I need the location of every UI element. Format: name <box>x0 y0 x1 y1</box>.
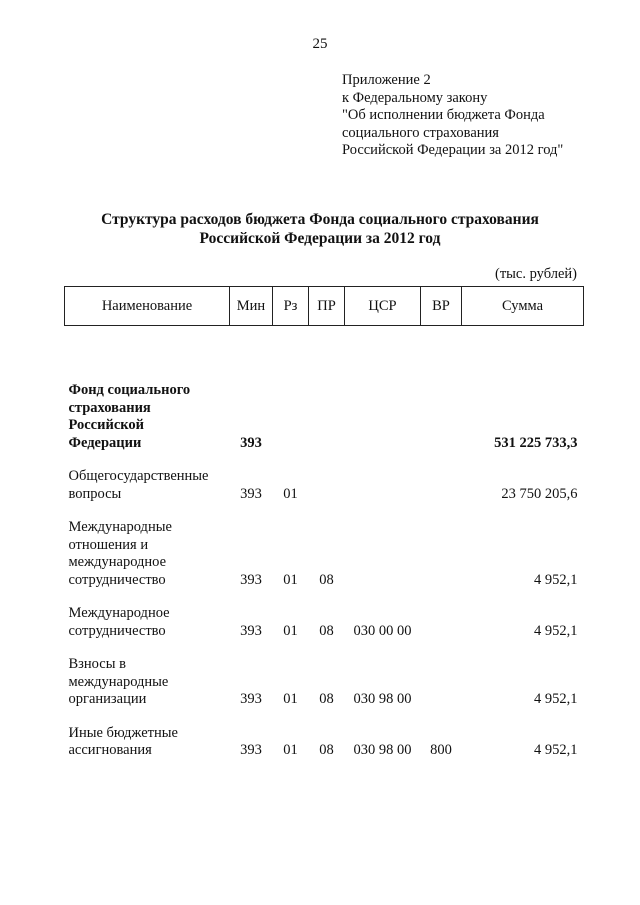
row-min: 393 <box>240 485 262 502</box>
row-rz: 01 <box>283 622 298 639</box>
page-number: 25 <box>312 36 328 52</box>
table-header-row <box>65 287 584 326</box>
row-pr <box>309 326 345 453</box>
row-vr: 800 <box>430 742 452 758</box>
header-vr: ВР <box>421 287 462 326</box>
appendix-line: Приложение 2 <box>342 72 431 88</box>
title-line: Российской Федерации за 2012 год <box>199 230 441 247</box>
row-name <box>65 452 230 503</box>
title-line: Структура расходов бюджета Фонда социального страхования <box>101 211 539 228</box>
row-min: 393 <box>240 622 262 639</box>
row-name <box>65 503 230 589</box>
row-name-line: организации <box>68 691 147 707</box>
row-rz: 01 <box>283 571 298 588</box>
row-name-line: Международное <box>68 605 170 621</box>
budget-table <box>64 286 584 760</box>
row-sum: 4 952,1 <box>534 691 578 707</box>
row-name-line: сотрудничество <box>68 571 166 588</box>
appendix-line: "Об исполнении бюджета Фонда <box>342 107 545 123</box>
row-csr <box>345 503 421 589</box>
row-vr <box>421 503 462 589</box>
row-rz: 01 <box>283 742 298 758</box>
row-sum: 4 952,1 <box>534 622 578 639</box>
document-title <box>0 210 640 248</box>
table-row <box>65 326 584 453</box>
row-csr <box>345 452 421 503</box>
row-name-line: вопросы <box>68 485 122 502</box>
header-csr: ЦСР <box>345 287 421 326</box>
row-name-line: страхования <box>68 399 151 416</box>
row-rz: 01 <box>283 485 298 502</box>
row-sum: 4 952,1 <box>534 571 578 588</box>
appendix-line: Российской Федерации за 2012 год" <box>342 142 564 158</box>
row-min: 393 <box>240 434 262 451</box>
row-name-line: Фонд социального <box>68 382 191 398</box>
row-pr: 08 <box>319 571 334 588</box>
row-vr <box>421 452 462 503</box>
row-name-line: Международные <box>68 519 172 535</box>
header-min: Мин <box>230 287 273 326</box>
units-label: (тыс. рублей) <box>495 266 577 282</box>
row-name-line: Взносы в <box>68 656 126 672</box>
row-min: 393 <box>240 691 262 707</box>
appendix-note <box>342 72 563 160</box>
row-min: 393 <box>240 742 262 758</box>
row-csr: 030 98 00 <box>353 742 412 758</box>
row-vr <box>421 326 462 453</box>
row-vr <box>421 640 462 709</box>
row-name <box>65 589 230 640</box>
header-pr: ПР <box>309 287 345 326</box>
row-name <box>65 709 230 760</box>
row-rz: 01 <box>283 691 298 707</box>
row-min: 393 <box>240 571 262 588</box>
header-rz: Рз <box>273 287 309 326</box>
row-name-line: Федерации <box>68 434 142 451</box>
table-row <box>65 503 584 589</box>
appendix-line: социального страхования <box>342 124 499 141</box>
row-name-line: сотрудничество <box>68 622 166 639</box>
appendix-line: к Федеральному закону <box>342 89 488 106</box>
row-csr: 030 00 00 <box>353 622 412 639</box>
row-sum: 23 750 205,6 <box>501 485 578 502</box>
row-name-line: международное <box>68 554 167 570</box>
row-rz <box>273 326 309 453</box>
row-sum: 4 952,1 <box>534 742 578 758</box>
row-vr <box>421 589 462 640</box>
row-pr: 08 <box>319 742 334 758</box>
row-pr: 08 <box>319 622 334 639</box>
table-row <box>65 709 584 760</box>
table-row <box>65 589 584 640</box>
row-name-line: международные <box>68 673 169 690</box>
row-name-line: отношения и <box>68 536 149 553</box>
row-name <box>65 640 230 709</box>
row-name-line: Российской <box>68 417 145 433</box>
row-csr: 030 98 00 <box>353 691 412 707</box>
row-csr <box>345 326 421 453</box>
row-name-line: Иные бюджетные <box>68 724 178 741</box>
row-name-line: Общегосударственные <box>68 468 209 484</box>
table-row <box>65 452 584 503</box>
header-sum: Сумма <box>462 287 584 326</box>
row-pr: 08 <box>319 691 334 707</box>
row-pr <box>309 452 345 503</box>
table-row <box>65 640 584 709</box>
row-name <box>65 326 230 453</box>
header-name: Наименование <box>65 287 230 326</box>
row-name-line: ассигнования <box>68 742 152 758</box>
row-sum: 531 225 733,3 <box>494 434 578 451</box>
